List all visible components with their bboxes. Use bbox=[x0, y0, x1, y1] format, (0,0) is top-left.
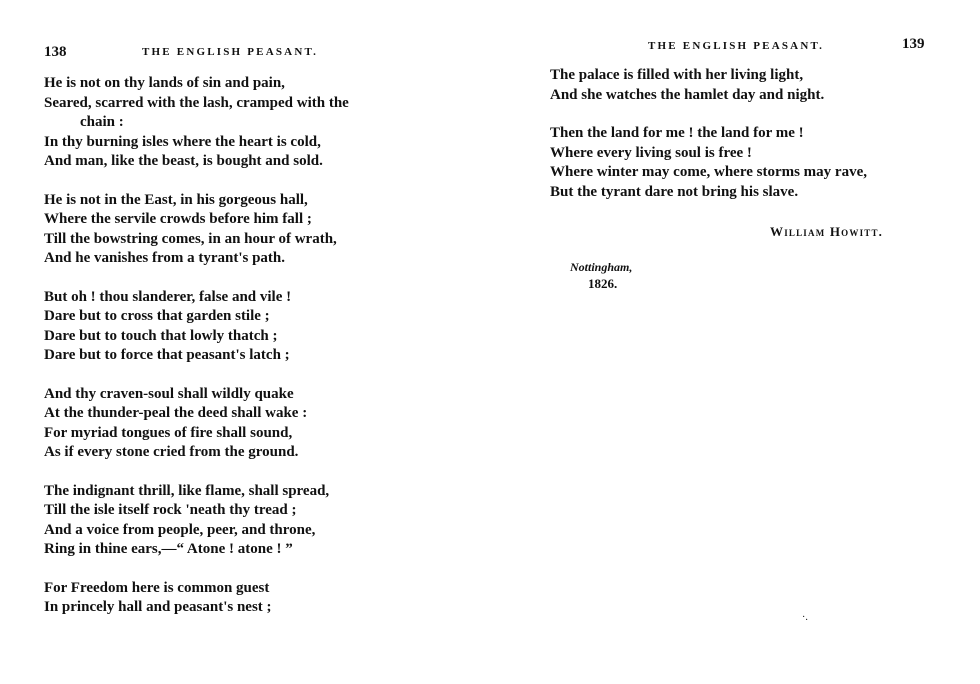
verse-line: But the tyrant dare not bring his slave. bbox=[550, 183, 799, 200]
stanza bbox=[550, 66, 867, 105]
stanza bbox=[44, 191, 349, 269]
verse-line: For Freedom here is common guest bbox=[44, 579, 270, 596]
verse-line: As if every stone cried from the ground. bbox=[44, 444, 299, 460]
verse-line: Dare but to cross that garden stile ; bbox=[44, 308, 270, 324]
verse-line: The indignant thrill, like flame, shall spread, bbox=[44, 482, 330, 499]
verse-line: He is not on thy lands of sin and pain, bbox=[44, 75, 285, 91]
page-number: 138 bbox=[44, 44, 67, 60]
verse-line: Ring in thine ears,—“ Atone ! atone ! ” bbox=[44, 541, 293, 557]
verse-line: Seared, scarred with the lash, cramped with the bbox=[44, 94, 349, 111]
verse-line: Dare but to touch that lowly thatch ; bbox=[44, 327, 278, 344]
place-line: Nottingham, bbox=[570, 260, 633, 274]
verse-line: Then the land for me ! the land for me ! bbox=[550, 125, 804, 141]
verse-line: He is not in the East, in his gorgeous hall, bbox=[44, 191, 308, 208]
verse-line: But oh ! thou slanderer, false and vile ! bbox=[44, 288, 292, 305]
verse-line: Where every living soul is free ! bbox=[550, 144, 752, 161]
stanza bbox=[44, 288, 349, 366]
running-head: THE ENGLISH PEASANT. bbox=[648, 40, 825, 52]
verse-line: For myriad tongues of fire shall sound, bbox=[44, 424, 293, 441]
stanza bbox=[44, 385, 349, 463]
verse-line: And man, like the beast, is bought and sold. bbox=[44, 153, 323, 169]
verse-line: And she watches the hamlet day and night. bbox=[550, 86, 825, 103]
verse-line: Where winter may come, where storms may rave, bbox=[550, 164, 867, 180]
verse-line: Till the isle itself rock 'neath thy tread ; bbox=[44, 502, 297, 518]
poem-body bbox=[550, 66, 867, 221]
verse-line: In princely hall and peasant's nest ; bbox=[44, 599, 272, 615]
page-number: 139 bbox=[902, 36, 925, 52]
ink-speck: ·. bbox=[802, 612, 808, 623]
year-line: 1826. bbox=[588, 276, 618, 291]
poem-body bbox=[44, 74, 349, 637]
stanza bbox=[44, 579, 349, 618]
verse-line: And thy craven-soul shall wildly quake bbox=[44, 385, 294, 402]
verse-line: At the thunder-peal the deed shall wake : bbox=[44, 405, 308, 421]
stanza bbox=[44, 74, 349, 172]
verse-line: The palace is filled with her living light, bbox=[550, 67, 804, 83]
stanza bbox=[550, 124, 867, 202]
verse-line: Where the servile crowds before him fall ; bbox=[44, 211, 312, 227]
verse-line: And a voice from people, peer, and throne, bbox=[44, 521, 316, 538]
verse-line: chain : bbox=[80, 114, 124, 130]
verse-line: In thy burning isles where the heart is cold, bbox=[44, 133, 321, 150]
verse-line: Dare but to force that peasant's latch ; bbox=[44, 347, 290, 363]
verse-line: And he vanishes from a tyrant's path. bbox=[44, 250, 286, 266]
running-head: THE ENGLISH PEASANT. bbox=[142, 46, 319, 58]
stanza bbox=[44, 482, 349, 560]
author-signature: William Howitt. bbox=[770, 224, 884, 239]
verse-line: Till the bowstring comes, in an hour of wrath, bbox=[44, 230, 337, 247]
right-page bbox=[490, 0, 980, 684]
